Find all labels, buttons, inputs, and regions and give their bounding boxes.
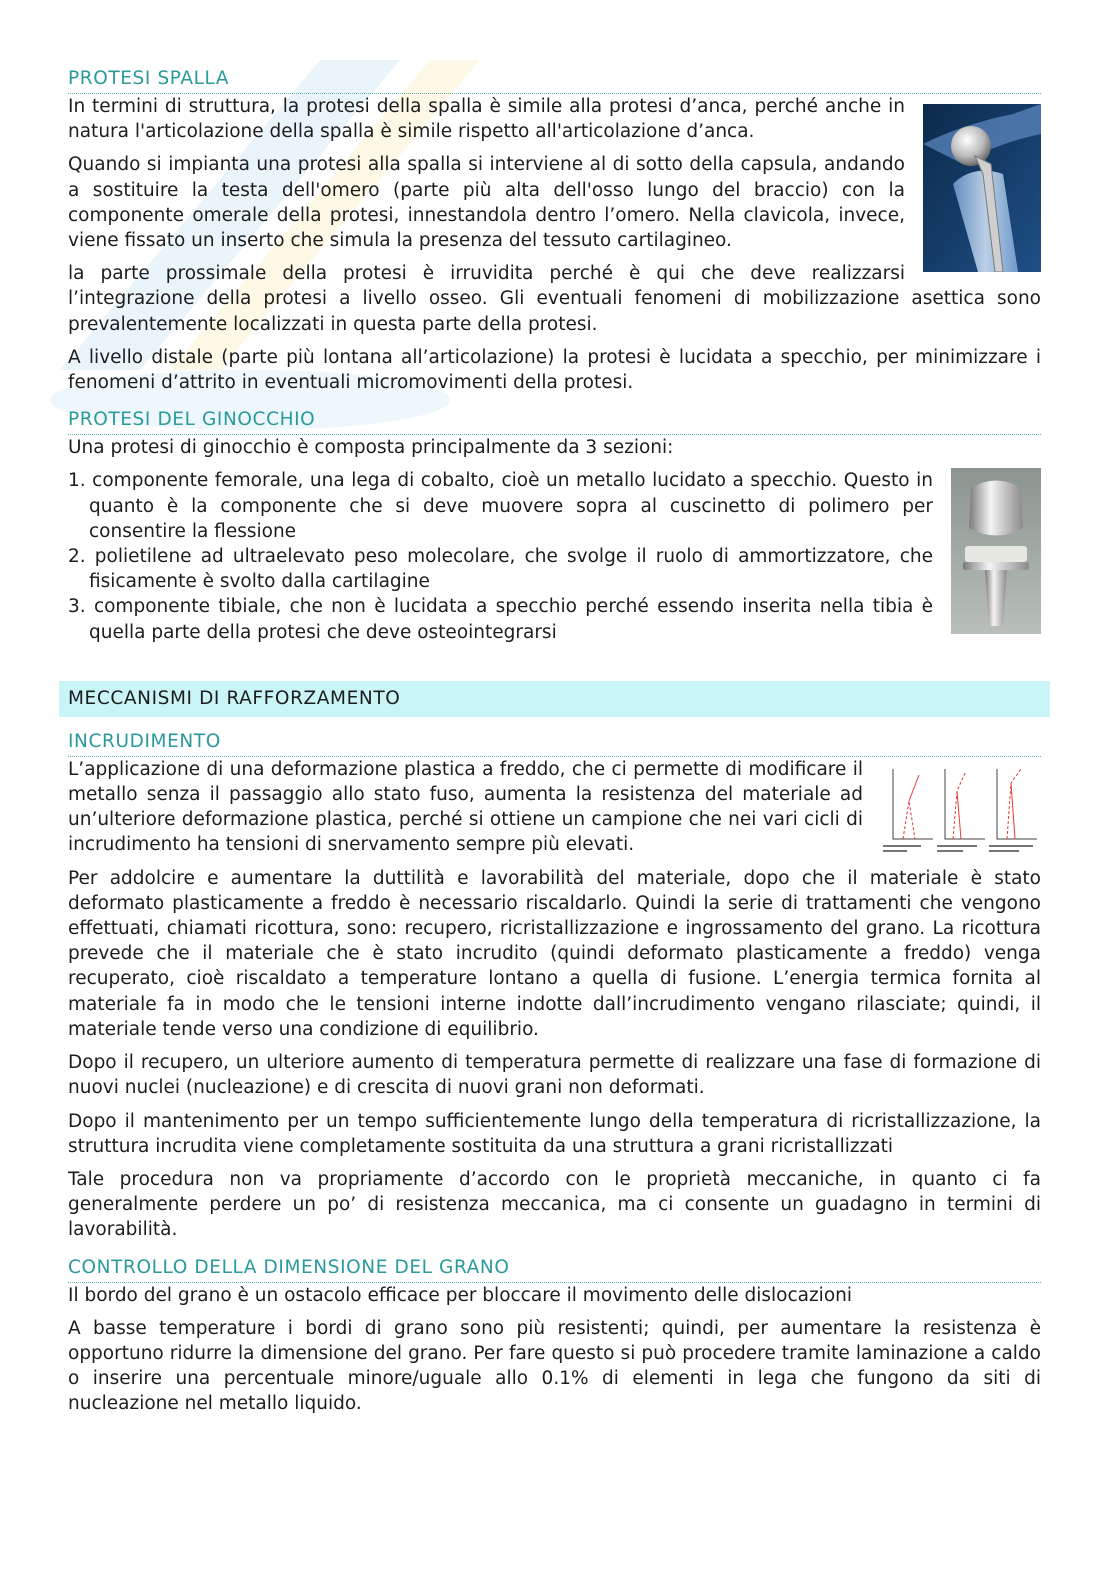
document-page xyxy=(68,66,1041,1417)
paragraph: In termini di struttura, la protesi della spalla è simile alla protesi d’anca, perché anche in natura l'articolazione della spalla è simile rispetto all'articolazione d’anca. xyxy=(68,96,905,143)
section-title-incrudimento: INCRUDIMENTO xyxy=(68,729,1041,757)
section-title-protesi-ginocchio: PROTESI DEL GINOCCHIO xyxy=(68,407,1041,435)
section-banner-meccanismi: MECCANISMI DI RAFFORZAMENTO xyxy=(59,681,1050,717)
list-item: 2. polietilene ad ultraelevato peso molecolare, che svolge il ruolo di ammortizzatore, che fisicamente è svolto dalla cartilagine xyxy=(68,546,933,593)
section-title-controllo-grano: CONTROLLO DELLA DIMENSIONE DEL GRANO xyxy=(68,1255,1041,1283)
paragraph: Quando si impianta una protesi alla spalla si interviene al di sotto della capsula, andando a sostituire la testa dell'omero (parte più alta dell'osso lungo del braccio) con la componente omerale della protesi, innestandola dentro l’omero. Nella clavicola, invece, viene fissato un inserto che simula la presenza del tessuto cartilagineo. xyxy=(68,154,905,252)
paragraph: Tale procedura non va propriamente d’accordo con le proprietà meccaniche, in quanto ci fa generalmente perdere un po’ di resistenza meccanica, ma ci consente un guadagno in termini di lavorabilità. xyxy=(68,1168,1041,1241)
paragraph: A basse temperature i bordi di grano sono più resistenti; quindi, per aumentare la resistenza è opportuno ridurre la dimensione del grano. Per fare questo si può procedere tramite laminazione a caldo o inserire una percentuale minore/uguale allo 0.1% di elementi in lega che fungono da siti di nucleazione nel metallo liquido. xyxy=(68,1317,1041,1415)
shoulder-prosthesis-xray-image xyxy=(923,104,1041,272)
paragraph: L’applicazione di una deformazione plastica a freddo, che ci permette di modificare il metallo senza il passaggio allo stato fuso, aumenta la resistenza del materiale ad un’ulteriore deformazione plastica, perché si ottiene un campione che nei vari cicli di incrudimento ha tensioni di snervamento sempre più elevati. xyxy=(68,758,863,856)
paragraph: Dopo il recupero, un ulteriore aumento di temperatura permette di realizzare una fase di formazione di nuovi nuclei (nucleazione) e di crescita di nuovi grani non deformati. xyxy=(68,1052,1041,1099)
paragraph: Per addolcire e aumentare la duttilità e lavorabilità del materiale, dopo che il materiale è stato deformato plasticamente a freddo è necessario riscaldarlo. Quindi la serie di trattamenti che vengono effettuati, chiamati ricottura, sono: recupero, ricristallizzazione e ingrossamento del grano. La ricottura prevede che il materiale che è stato incrudito (quindi deformato plasticamente a freddo) venga recuperato, cioè riscaldato a temperature lontano a quella di fusione. L’energia termica fornita al materiale fa in modo che le tensioni interne indotte dall’incrudimento vengano rilasciate; quindi, il materiale tende verso una condizione di equilibrio. xyxy=(68,867,1041,1040)
knee-prosthesis-image xyxy=(951,468,1041,634)
paragraph: A livello distale (parte più lontana all’articolazione) la protesi è lucidata a specchio, per minimizzare i fenomeni d’attrito in eventuali micromovimenti della protesi. xyxy=(68,346,1041,394)
list-item: 1. componente femorale, una lega di cobalto, cioè un metallo lucidato a specchio. Questo in quanto è la componente che si deve muovere sopra al cuscinetto di polimero per consentire la flessione xyxy=(68,470,933,542)
knee-components-list xyxy=(68,468,1041,644)
paragraph: Dopo il mantenimento per un tempo sufficientemente lungo della temperatura di ricristallizzazione, la struttura incrudita viene completamente sostituita da una struttura a grani ricristallizzati xyxy=(68,1110,1041,1157)
section-title-protesi-spalla: PROTESI SPALLA xyxy=(68,66,1041,94)
list-item: 3. componente tibiale, che non è lucidata a specchio perché essendo inserita nella tibia è quella parte della protesi che deve osteointegrarsi xyxy=(68,596,933,643)
paragraph: Il bordo del grano è un ostacolo efficace per bloccare il movimento delle dislocazioni xyxy=(68,1284,853,1306)
paragraph: Una protesi di ginocchio è composta principalmente da 3 sezioni: xyxy=(68,437,674,459)
stress-strain-cycles-diagram xyxy=(881,761,1041,855)
paragraph: la parte prossimale della protesi è irruvidita perché è qui che deve realizzarsi l’integrazione della protesi a livello osseo. Gli eventuali fenomeni di mobilizzazione asettica sono prevalentemente localizzati in questa parte della protesi. xyxy=(68,263,1041,335)
